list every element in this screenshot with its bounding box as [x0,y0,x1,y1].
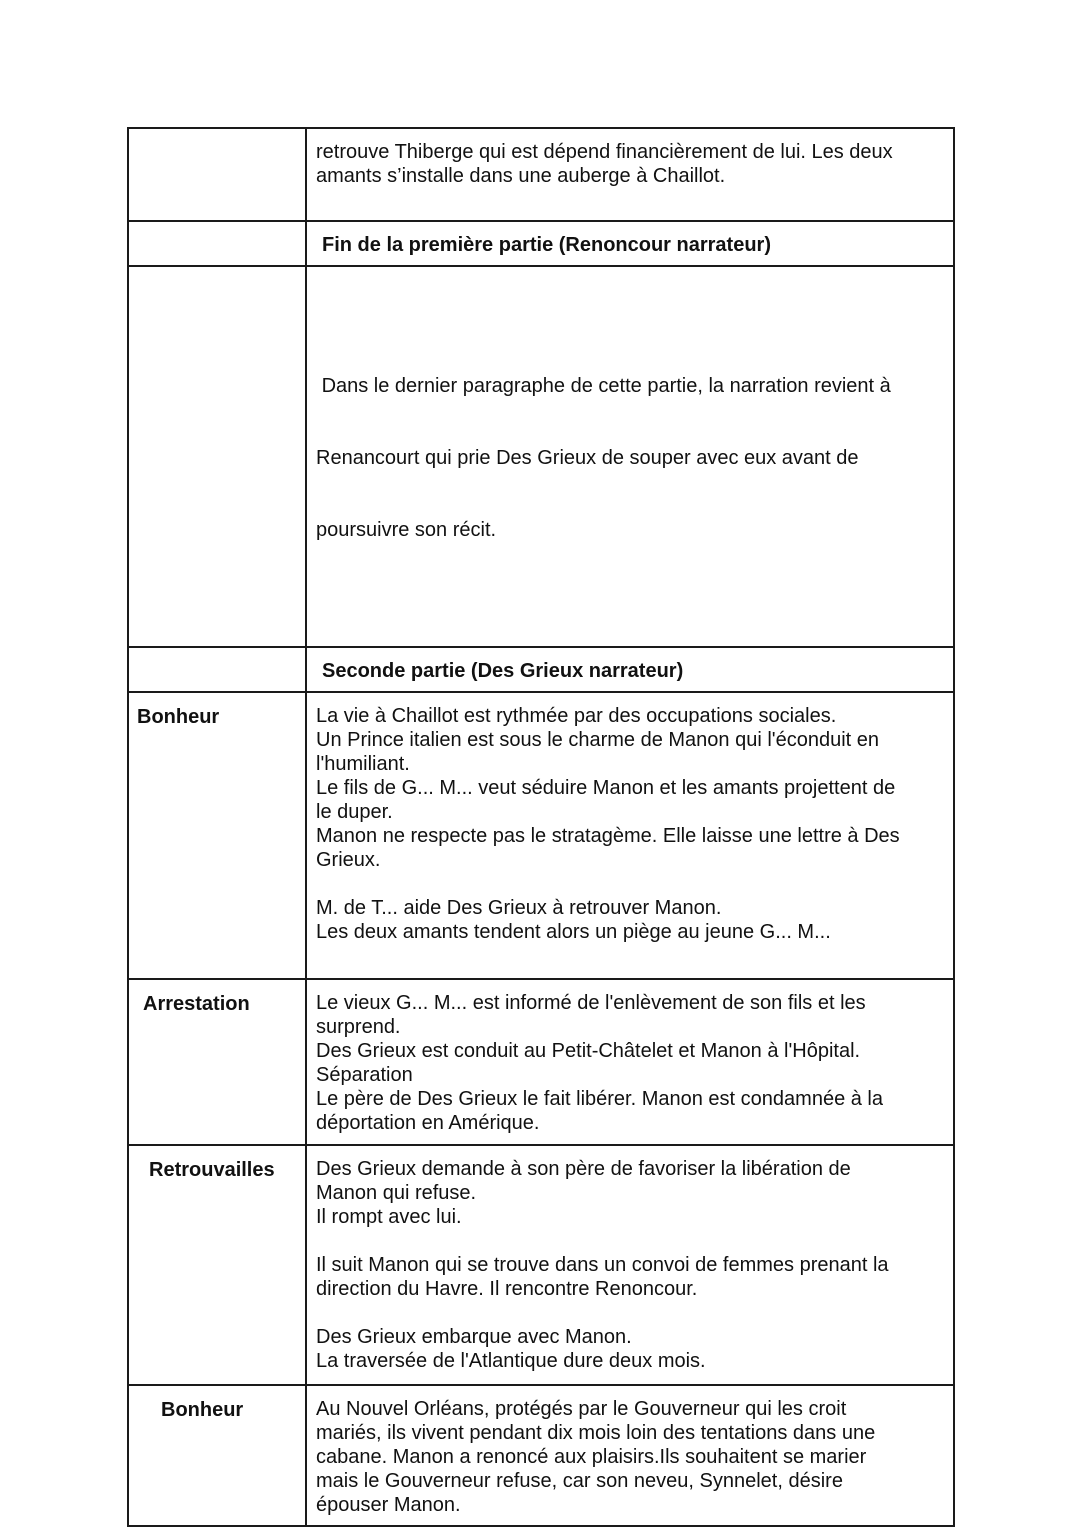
text-line: Au Nouvel Orléans, protégés par le Gouverneur qui les croit [316,1398,847,1420]
text-line: direction du Havre. Il rencontre Renoncour. [316,1278,698,1300]
text-line: retrouve Thiberge qui est dépend financièrement de lui. Les deux [316,141,893,163]
text-line: Il rompt avec lui. [316,1206,462,1228]
text-line: Des Grieux embarque avec Manon. [316,1326,632,1348]
text-line: épouser Manon. [316,1494,461,1516]
paragraph [316,326,943,590]
text-line: Le vieux G... M... est informé de l'enlèvement de son fils et les [316,992,866,1014]
row-content [306,1145,954,1385]
row-label [128,647,306,692]
table-row [128,128,954,221]
paragraph [316,140,943,188]
paragraph [316,991,943,1135]
table-row [128,221,954,266]
text-line: surprend. [316,1016,401,1038]
row-label [128,266,306,647]
row-label: Retrouvailles [128,1145,306,1385]
row-label [128,128,306,221]
row-content [306,979,954,1145]
text-line: M. de T... aide Des Grieux à retrouver Manon. [316,897,722,919]
text-line: La vie à Chaillot est rythmée par des occupations sociales. [316,705,837,727]
text-line: le duper. [316,801,393,823]
table-row [128,692,954,979]
text-line: l'humiliant. [316,753,410,775]
paragraph [316,1397,943,1517]
row-content [306,266,954,647]
text-line: Manon ne respecte pas le stratagème. Elle laisse une lettre à Des [316,825,900,847]
text-line: Manon qui refuse. [316,1182,477,1204]
paragraph [316,1157,943,1229]
text-line: Le père de Des Grieux le fait libérer. Manon est condamnée à la [316,1088,883,1110]
table-row [128,266,954,647]
text-line: Un Prince italien est sous le charme de Manon qui l'éconduit en [316,729,880,751]
table-row [128,1145,954,1385]
row-label: Arrestation [128,979,306,1145]
section-heading: Seconde partie (Des Grieux narrateur) [306,647,954,692]
text-line: poursuivre son récit. [316,519,497,541]
text-line: Renancourt qui prie Des Grieux de souper avec eux avant de [316,447,859,469]
paragraph [316,1325,943,1373]
text-line: déportation en Amérique. [316,1112,540,1134]
row-content [306,128,954,221]
row-content [306,692,954,979]
row-content [306,1385,954,1526]
table-row [128,647,954,692]
table-row [128,979,954,1145]
row-label: Bonheur [128,692,306,979]
section-heading: Fin de la première partie (Renoncour narrateur) [306,221,954,266]
text-line: Les deux amants tendent alors un piège au jeune G... M... [316,921,831,943]
paragraph [316,704,943,872]
text-line: Grieux. [316,849,381,871]
paragraph [316,896,943,944]
text-line: mais le Gouverneur refuse, car son neveu, Synnelet, désire [316,1470,843,1492]
text-line: Des Grieux est conduit au Petit-Châtelet et Manon à l'Hôpital. [316,1040,861,1062]
paragraph [316,1253,943,1301]
text-line: mariés, ils vivent pendant dix mois loin des tentations dans une [316,1422,876,1444]
row-label [128,221,306,266]
text-line: amants s’installe dans une auberge à Chaillot. [316,165,726,187]
text-line: Il suit Manon qui se trouve dans un convoi de femmes prenant la [316,1254,889,1276]
table-row [128,1385,954,1526]
text-line: Des Grieux demande à son père de favoriser la libération de [316,1158,851,1180]
text-line: Séparation [316,1064,413,1086]
text-line: La traversée de l'Atlantique dure deux mois. [316,1350,706,1372]
text-line: Le fils de G... M... veut séduire Manon et les amants projettent de [316,777,896,799]
text-line: Dans le dernier paragraphe de cette partie, la narration revient à [316,375,891,397]
text-line: cabane. Manon a renoncé aux plaisirs.Ils souhaitent se marier [316,1446,867,1468]
row-label: Bonheur [128,1385,306,1526]
summary-table [127,127,955,1527]
